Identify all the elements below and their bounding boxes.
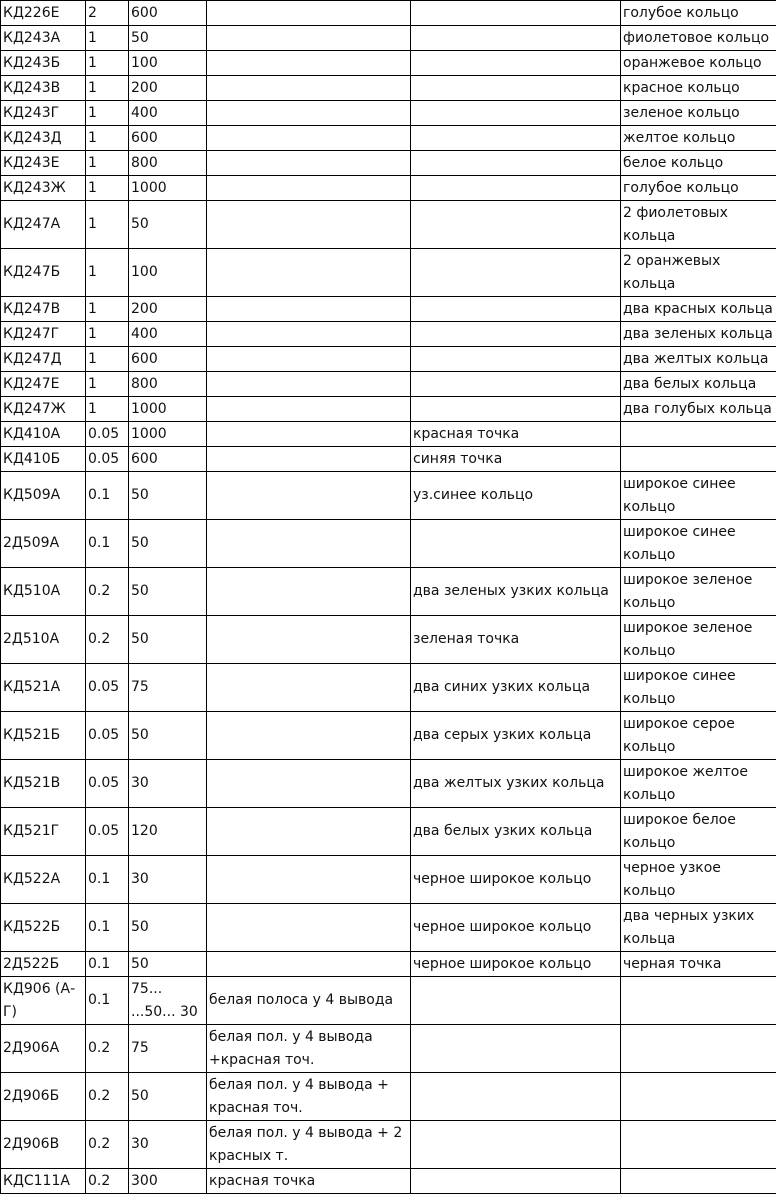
- voltage-cell: 100: [129, 51, 207, 76]
- ring-marking-cell: два зеленых кольца: [621, 322, 776, 347]
- table-row: [1, 1121, 776, 1169]
- voltage-cell: 75... ...50... 30: [129, 977, 207, 1025]
- marking-note-cell: [207, 176, 411, 201]
- ring-marking-cell: широкое зеленое кольцо: [621, 616, 776, 664]
- part-number-cell: КД247В: [1, 297, 86, 322]
- body-marking-cell: два синих узких кольца: [411, 664, 621, 712]
- voltage-cell: 300: [129, 1169, 207, 1194]
- marking-note-cell: [207, 201, 411, 249]
- marking-note-cell: [207, 76, 411, 101]
- marking-note-cell: [207, 51, 411, 76]
- part-number-cell: КД247А: [1, 201, 86, 249]
- table-row: [1, 904, 776, 952]
- ring-marking-cell: желтое кольцо: [621, 126, 776, 151]
- table-row: [1, 347, 776, 372]
- table-row: [1, 1, 776, 26]
- body-marking-cell: зеленая точка: [411, 616, 621, 664]
- table-row: [1, 760, 776, 808]
- marking-note-cell: [207, 904, 411, 952]
- ring-marking-cell: оранжевое кольцо: [621, 51, 776, 76]
- table-row: [1, 856, 776, 904]
- voltage-cell: 50: [129, 568, 207, 616]
- body-marking-cell: [411, 520, 621, 568]
- table-row: [1, 126, 776, 151]
- marking-note-cell: белая пол. у 4 вывода + 2 красных т.: [207, 1121, 411, 1169]
- marking-note-cell: [207, 126, 411, 151]
- table-row: [1, 422, 776, 447]
- current-cell: 0.2: [86, 1121, 129, 1169]
- marking-note-cell: [207, 447, 411, 472]
- voltage-cell: 30: [129, 1121, 207, 1169]
- current-cell: 0.2: [86, 616, 129, 664]
- table-row: [1, 616, 776, 664]
- ring-marking-cell: [621, 1073, 776, 1121]
- ring-marking-cell: широкое серое кольцо: [621, 712, 776, 760]
- voltage-cell: 50: [129, 26, 207, 51]
- current-cell: 1: [86, 51, 129, 76]
- part-number-cell: КД410Б: [1, 447, 86, 472]
- current-cell: 0.05: [86, 760, 129, 808]
- body-marking-cell: черное широкое кольцо: [411, 952, 621, 977]
- table-row: [1, 397, 776, 422]
- voltage-cell: 50: [129, 201, 207, 249]
- table-row: [1, 952, 776, 977]
- body-marking-cell: [411, 1025, 621, 1073]
- marking-note-cell: [207, 760, 411, 808]
- voltage-cell: 400: [129, 101, 207, 126]
- ring-marking-cell: [621, 1121, 776, 1169]
- voltage-cell: 200: [129, 76, 207, 101]
- current-cell: 1: [86, 372, 129, 397]
- part-number-cell: КД247Б: [1, 249, 86, 297]
- part-number-cell: 2Д522Б: [1, 952, 86, 977]
- voltage-cell: 600: [129, 1, 207, 26]
- body-marking-cell: [411, 51, 621, 76]
- table-row: [1, 322, 776, 347]
- ring-marking-cell: голубое кольцо: [621, 176, 776, 201]
- voltage-cell: 30: [129, 760, 207, 808]
- part-number-cell: КД522Б: [1, 904, 86, 952]
- current-cell: 0.2: [86, 1025, 129, 1073]
- ring-marking-cell: широкое белое кольцо: [621, 808, 776, 856]
- body-marking-cell: черное широкое кольцо: [411, 904, 621, 952]
- ring-marking-cell: зеленое кольцо: [621, 101, 776, 126]
- voltage-cell: 50: [129, 616, 207, 664]
- body-marking-cell: два белых узких кольца: [411, 808, 621, 856]
- voltage-cell: 75: [129, 664, 207, 712]
- voltage-cell: 800: [129, 372, 207, 397]
- table-row: [1, 372, 776, 397]
- voltage-cell: 1000: [129, 422, 207, 447]
- table-row: [1, 76, 776, 101]
- table-row: [1, 568, 776, 616]
- current-cell: 1: [86, 347, 129, 372]
- body-marking-cell: [411, 1169, 621, 1194]
- current-cell: 1: [86, 201, 129, 249]
- current-cell: 1: [86, 397, 129, 422]
- marking-note-cell: [207, 101, 411, 126]
- marking-note-cell: белая пол. у 4 вывода + красная точ.: [207, 1073, 411, 1121]
- ring-marking-cell: два красных кольца: [621, 297, 776, 322]
- current-cell: 0.1: [86, 977, 129, 1025]
- marking-note-cell: [207, 26, 411, 51]
- current-cell: 0.1: [86, 520, 129, 568]
- body-marking-cell: синяя точка: [411, 447, 621, 472]
- ring-marking-cell: 2 фиолетовых кольца: [621, 201, 776, 249]
- voltage-cell: 800: [129, 151, 207, 176]
- current-cell: 1: [86, 126, 129, 151]
- current-cell: 0.2: [86, 1169, 129, 1194]
- voltage-cell: 1000: [129, 397, 207, 422]
- voltage-cell: 50: [129, 904, 207, 952]
- part-number-cell: КДС111А: [1, 1169, 86, 1194]
- table-row: [1, 26, 776, 51]
- marking-note-cell: [207, 616, 411, 664]
- current-cell: 1: [86, 101, 129, 126]
- voltage-cell: 75: [129, 1025, 207, 1073]
- part-number-cell: 2Д906А: [1, 1025, 86, 1073]
- marking-note-cell: [207, 347, 411, 372]
- table-row: [1, 101, 776, 126]
- body-marking-cell: [411, 249, 621, 297]
- marking-note-cell: [207, 712, 411, 760]
- current-cell: 0.2: [86, 1073, 129, 1121]
- part-number-cell: КД243А: [1, 26, 86, 51]
- table-row: [1, 151, 776, 176]
- part-number-cell: КД243Д: [1, 126, 86, 151]
- marking-note-cell: [207, 1, 411, 26]
- ring-marking-cell: [621, 447, 776, 472]
- table-row: [1, 520, 776, 568]
- body-marking-cell: два зеленых узких кольца: [411, 568, 621, 616]
- current-cell: 0.1: [86, 952, 129, 977]
- body-marking-cell: [411, 297, 621, 322]
- marking-note-cell: [207, 664, 411, 712]
- current-cell: 0.1: [86, 904, 129, 952]
- ring-marking-cell: черная точка: [621, 952, 776, 977]
- ring-marking-cell: красное кольцо: [621, 76, 776, 101]
- ring-marking-cell: широкое синее кольцо: [621, 664, 776, 712]
- ring-marking-cell: два белых кольца: [621, 372, 776, 397]
- table-row: [1, 977, 776, 1025]
- voltage-cell: 600: [129, 447, 207, 472]
- part-number-cell: КД243Е: [1, 151, 86, 176]
- table-row: [1, 51, 776, 76]
- ring-marking-cell: широкое синее кольцо: [621, 472, 776, 520]
- part-number-cell: КД521А: [1, 664, 86, 712]
- part-number-cell: КД509А: [1, 472, 86, 520]
- part-number-cell: КД247Д: [1, 347, 86, 372]
- body-marking-cell: [411, 26, 621, 51]
- part-number-cell: КД243Ж: [1, 176, 86, 201]
- ring-marking-cell: два голубых кольца: [621, 397, 776, 422]
- body-marking-cell: [411, 126, 621, 151]
- marking-note-cell: белая полоса у 4 вывода: [207, 977, 411, 1025]
- body-marking-cell: [411, 397, 621, 422]
- voltage-cell: 600: [129, 347, 207, 372]
- part-number-cell: КД243Б: [1, 51, 86, 76]
- voltage-cell: 120: [129, 808, 207, 856]
- body-marking-cell: [411, 1, 621, 26]
- body-marking-cell: [411, 977, 621, 1025]
- body-marking-cell: [411, 201, 621, 249]
- table-row: [1, 472, 776, 520]
- body-marking-cell: [411, 1121, 621, 1169]
- ring-marking-cell: широкое желтое кольцо: [621, 760, 776, 808]
- marking-note-cell: [207, 520, 411, 568]
- part-number-cell: КД906 (А-Г): [1, 977, 86, 1025]
- marking-note-cell: [207, 249, 411, 297]
- part-number-cell: КД410А: [1, 422, 86, 447]
- ring-marking-cell: [621, 977, 776, 1025]
- body-marking-cell: [411, 1073, 621, 1121]
- part-number-cell: КД522А: [1, 856, 86, 904]
- ring-marking-cell: черное узкое кольцо: [621, 856, 776, 904]
- voltage-cell: 100: [129, 249, 207, 297]
- part-number-cell: 2Д509А: [1, 520, 86, 568]
- ring-marking-cell: [621, 1169, 776, 1194]
- ring-marking-cell: широкое синее кольцо: [621, 520, 776, 568]
- body-marking-cell: [411, 176, 621, 201]
- current-cell: 1: [86, 151, 129, 176]
- body-marking-cell: два желтых узких кольца: [411, 760, 621, 808]
- ring-marking-cell: 2 оранжевых кольца: [621, 249, 776, 297]
- current-cell: 0.1: [86, 472, 129, 520]
- current-cell: 1: [86, 76, 129, 101]
- body-marking-cell: черное широкое кольцо: [411, 856, 621, 904]
- current-cell: 1: [86, 297, 129, 322]
- voltage-cell: 30: [129, 856, 207, 904]
- body-marking-cell: [411, 76, 621, 101]
- marking-note-cell: [207, 808, 411, 856]
- ring-marking-cell: два черных узких кольца: [621, 904, 776, 952]
- current-cell: 0.2: [86, 568, 129, 616]
- current-cell: 0.05: [86, 808, 129, 856]
- current-cell: 0.05: [86, 447, 129, 472]
- current-cell: 1: [86, 26, 129, 51]
- table-row: [1, 249, 776, 297]
- marking-note-cell: белая пол. у 4 вывода +красная точ.: [207, 1025, 411, 1073]
- table-row: [1, 1169, 776, 1194]
- voltage-cell: 200: [129, 297, 207, 322]
- body-marking-cell: [411, 347, 621, 372]
- current-cell: 1: [86, 249, 129, 297]
- table-row: [1, 297, 776, 322]
- voltage-cell: 50: [129, 952, 207, 977]
- part-number-cell: КД243Г: [1, 101, 86, 126]
- table-body: [1, 1, 776, 1194]
- body-marking-cell: [411, 322, 621, 347]
- table-row: [1, 1073, 776, 1121]
- voltage-cell: 50: [129, 472, 207, 520]
- marking-note-cell: [207, 297, 411, 322]
- table-row: [1, 201, 776, 249]
- body-marking-cell: уз.синее кольцо: [411, 472, 621, 520]
- marking-note-cell: [207, 472, 411, 520]
- ring-marking-cell: [621, 1025, 776, 1073]
- current-cell: 0.05: [86, 422, 129, 447]
- part-number-cell: КД243В: [1, 76, 86, 101]
- body-marking-cell: красная точка: [411, 422, 621, 447]
- part-number-cell: КД226Е: [1, 1, 86, 26]
- part-number-cell: КД521Г: [1, 808, 86, 856]
- voltage-cell: 50: [129, 1073, 207, 1121]
- voltage-cell: 50: [129, 520, 207, 568]
- table-row: [1, 176, 776, 201]
- ring-marking-cell: [621, 422, 776, 447]
- marking-note-cell: [207, 952, 411, 977]
- table-row: [1, 808, 776, 856]
- body-marking-cell: [411, 101, 621, 126]
- part-number-cell: КД521В: [1, 760, 86, 808]
- table-row: [1, 712, 776, 760]
- part-number-cell: 2Д906Б: [1, 1073, 86, 1121]
- ring-marking-cell: голубое кольцо: [621, 1, 776, 26]
- voltage-cell: 400: [129, 322, 207, 347]
- body-marking-cell: [411, 372, 621, 397]
- voltage-cell: 50: [129, 712, 207, 760]
- table-row: [1, 447, 776, 472]
- part-number-cell: КД247Ж: [1, 397, 86, 422]
- voltage-cell: 600: [129, 126, 207, 151]
- ring-marking-cell: широкое зеленое кольцо: [621, 568, 776, 616]
- part-number-cell: КД247Г: [1, 322, 86, 347]
- marking-note-cell: красная точка: [207, 1169, 411, 1194]
- part-number-cell: 2Д510А: [1, 616, 86, 664]
- part-number-cell: КД247Е: [1, 372, 86, 397]
- table-row: [1, 1025, 776, 1073]
- current-cell: 1: [86, 176, 129, 201]
- marking-note-cell: [207, 856, 411, 904]
- body-marking-cell: два серых узких кольца: [411, 712, 621, 760]
- part-number-cell: 2Д906В: [1, 1121, 86, 1169]
- marking-note-cell: [207, 372, 411, 397]
- ring-marking-cell: фиолетовое кольцо: [621, 26, 776, 51]
- current-cell: 0.05: [86, 712, 129, 760]
- ring-marking-cell: два желтых кольца: [621, 347, 776, 372]
- body-marking-cell: [411, 151, 621, 176]
- current-cell: 1: [86, 322, 129, 347]
- voltage-cell: 1000: [129, 176, 207, 201]
- part-number-cell: КД510А: [1, 568, 86, 616]
- marking-note-cell: [207, 397, 411, 422]
- marking-note-cell: [207, 568, 411, 616]
- current-cell: 0.05: [86, 664, 129, 712]
- ring-marking-cell: белое кольцо: [621, 151, 776, 176]
- current-cell: 0.1: [86, 856, 129, 904]
- marking-note-cell: [207, 422, 411, 447]
- marking-note-cell: [207, 151, 411, 176]
- part-number-cell: КД521Б: [1, 712, 86, 760]
- current-cell: 2: [86, 1, 129, 26]
- marking-note-cell: [207, 322, 411, 347]
- table-row: [1, 664, 776, 712]
